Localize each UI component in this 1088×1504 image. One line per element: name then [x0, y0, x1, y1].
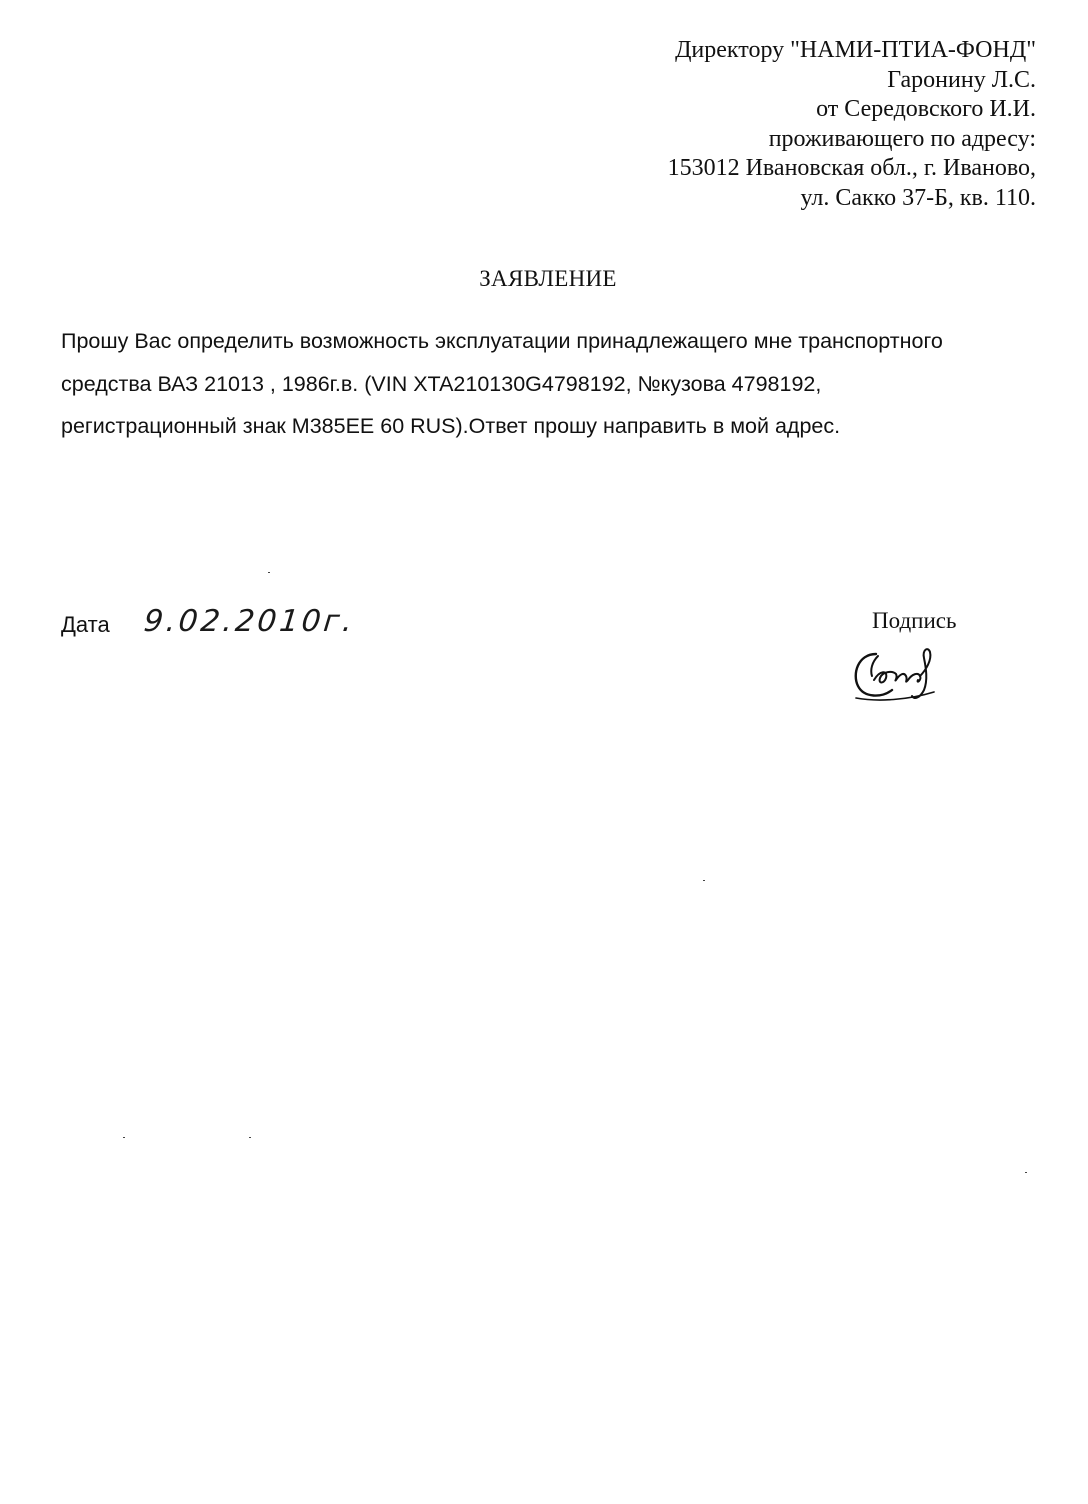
- sender-address-line: ул. Сакко 37-Б, кв. 110.: [800, 184, 1036, 211]
- scan-speck: [1025, 1172, 1027, 1173]
- body-line: средства ВАЗ 21013 , 1986г.в. (VIN XTA210130G4798192, №кузова 4798192,: [61, 371, 822, 396]
- scan-speck: [249, 1137, 251, 1138]
- sender-line: от Середовского И.И.: [816, 96, 1036, 122]
- sender-address-line: 153012 Ивановская обл., г. Иваново,: [667, 155, 1036, 181]
- date-label: Дата: [61, 612, 110, 637]
- addressee-line: Директору "НАМИ-ПТИА-ФОНД": [675, 37, 1036, 63]
- addressee-line: Гаронину Л.С.: [887, 66, 1036, 93]
- document-title: ЗАЯВЛЕНИЕ: [479, 266, 617, 291]
- statement-body: [61, 320, 1051, 448]
- handwritten-signature: [848, 640, 944, 706]
- scan-speck: [703, 880, 705, 881]
- scan-speck: [123, 1137, 125, 1138]
- sender-address-line: проживающего по адресу:: [768, 125, 1036, 152]
- body-line: Прошу Вас определить возможность эксплуатации принадлежащего мне транспортного: [61, 329, 943, 353]
- handwritten-date: 9.02.2010г.: [142, 604, 357, 639]
- addressee-block: [668, 36, 1036, 213]
- body-line: регистрационный знак М385ЕЕ 60 RUS).Ответ прошу направить в мой адрес.: [61, 414, 841, 438]
- scan-speck: [268, 572, 270, 573]
- signature-label: Подпись: [872, 608, 957, 633]
